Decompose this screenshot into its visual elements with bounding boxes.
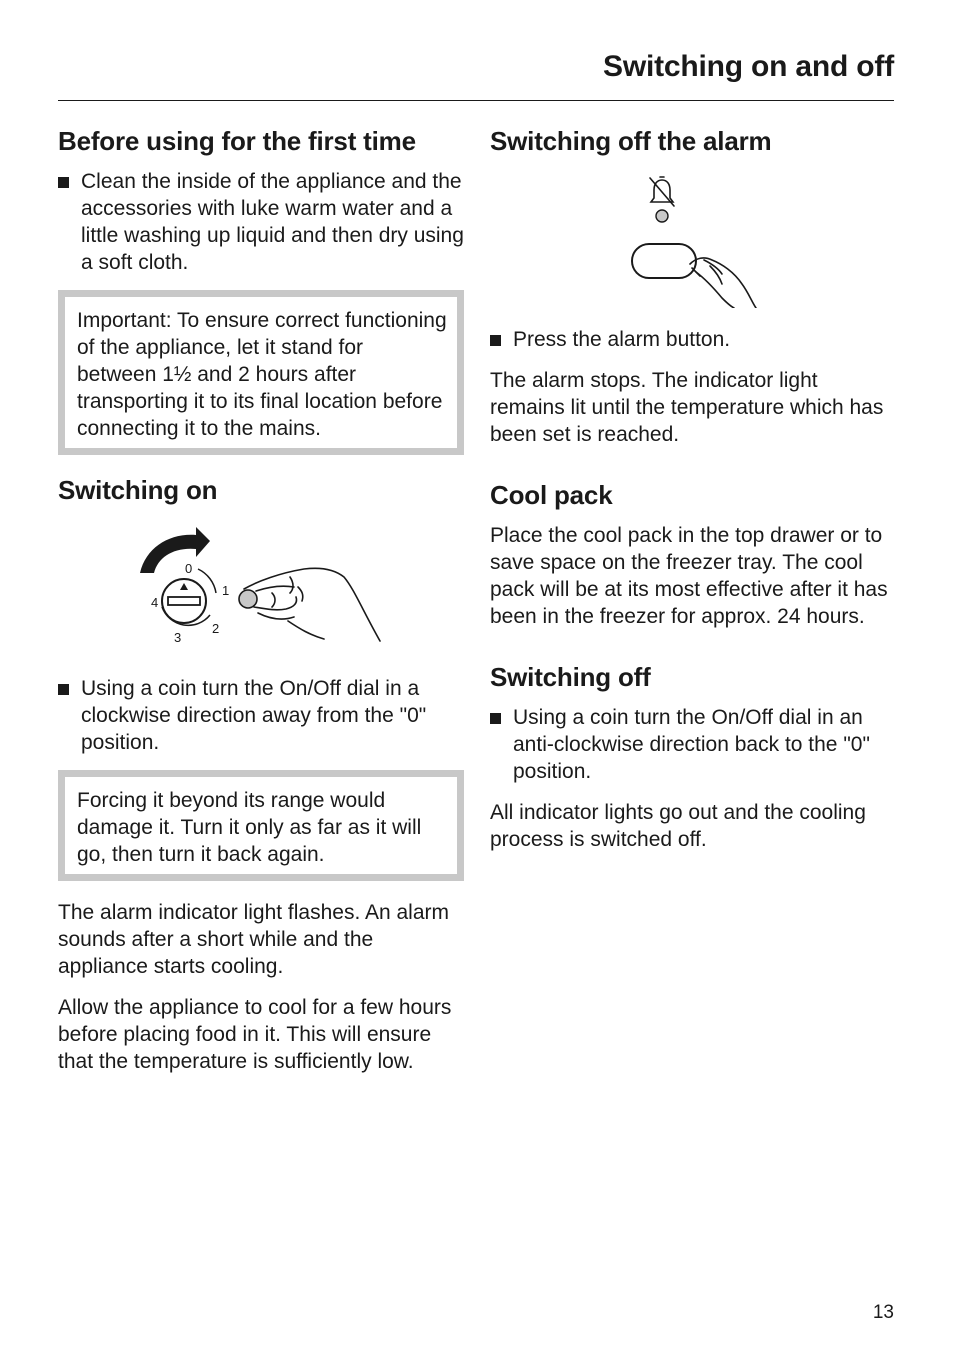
para-allow-to-cool: Allow the appliance to cool for a few hours before placing food in it. This will ensure that the temperature is sufficiently low. (58, 996, 452, 1073)
right-column (490, 124, 898, 867)
alarm-button-icon (632, 244, 696, 278)
dial-illustration (58, 517, 464, 657)
bullet-turn-dial-on: Using a coin turn the On/Off dial in a clockwise direction away from the "0" position. (58, 675, 464, 756)
header-rule (58, 100, 894, 101)
alarm-button-illustration (490, 168, 898, 308)
para-alarm-light-flashes: The alarm indicator light flashes. An alarm sounds after a short while and the appliance starts cooling. (58, 901, 450, 978)
bullet-turn-dial-off: Using a coin turn the On/Off dial in an anti-clockwise direction back to the "0" position. (490, 704, 898, 785)
note-important: Important: To ensure correct functioning of the appliance, let it stand for between 1½ and 2 hours after transporting it to its final location before connecting it to the mains. (58, 290, 464, 455)
bullet-clean-inside: Clean the inside of the appliance and the accessories with luke warm water and a little washing up liquid and then dry using a soft cloth. (58, 168, 464, 276)
page-number: 13 (872, 1302, 894, 1323)
pressing-finger-icon (690, 258, 756, 308)
left-column (58, 124, 464, 1089)
para-alarm-stops: The alarm stops. The indicator light remains lit until the temperature which has been set is reached. (490, 369, 884, 446)
heading-switching-off: Switching off (490, 662, 651, 692)
page-title: Switching on and off (603, 50, 894, 83)
clockwise-arrow-icon (140, 527, 210, 573)
dial-label-3: 3 (174, 630, 182, 645)
hand-with-coin-icon (239, 568, 380, 641)
heading-switching-on: Switching on (58, 475, 218, 505)
dial-label-0: 0 (185, 561, 193, 576)
para-cool-pack: Place the cool pack in the top drawer or to save space on the freezer tray. The cool pack will be at its most effective after it has been in the freezer for approx. 24 hours. (490, 524, 888, 628)
heading-switching-off-alarm: Switching off the alarm (490, 126, 772, 156)
alarm-off-bell-icon (650, 177, 674, 206)
indicator-light-icon (656, 210, 668, 222)
heading-cool-pack: Cool pack (490, 480, 613, 510)
dial-label-2: 2 (212, 621, 220, 636)
note-forcing: Forcing it beyond its range would damage it. Turn it only as far as it will go, then turn it back again. (58, 770, 464, 881)
dial-label-4: 4 (151, 595, 159, 610)
bullet-press-alarm: Press the alarm button. (490, 326, 898, 353)
dial-label-1: 1 (222, 583, 230, 598)
heading-first-use: Before using for the first time (58, 126, 416, 156)
dial-icon (162, 569, 216, 625)
para-lights-go-out: All indicator lights go out and the cooling process is switched off. (490, 801, 866, 851)
